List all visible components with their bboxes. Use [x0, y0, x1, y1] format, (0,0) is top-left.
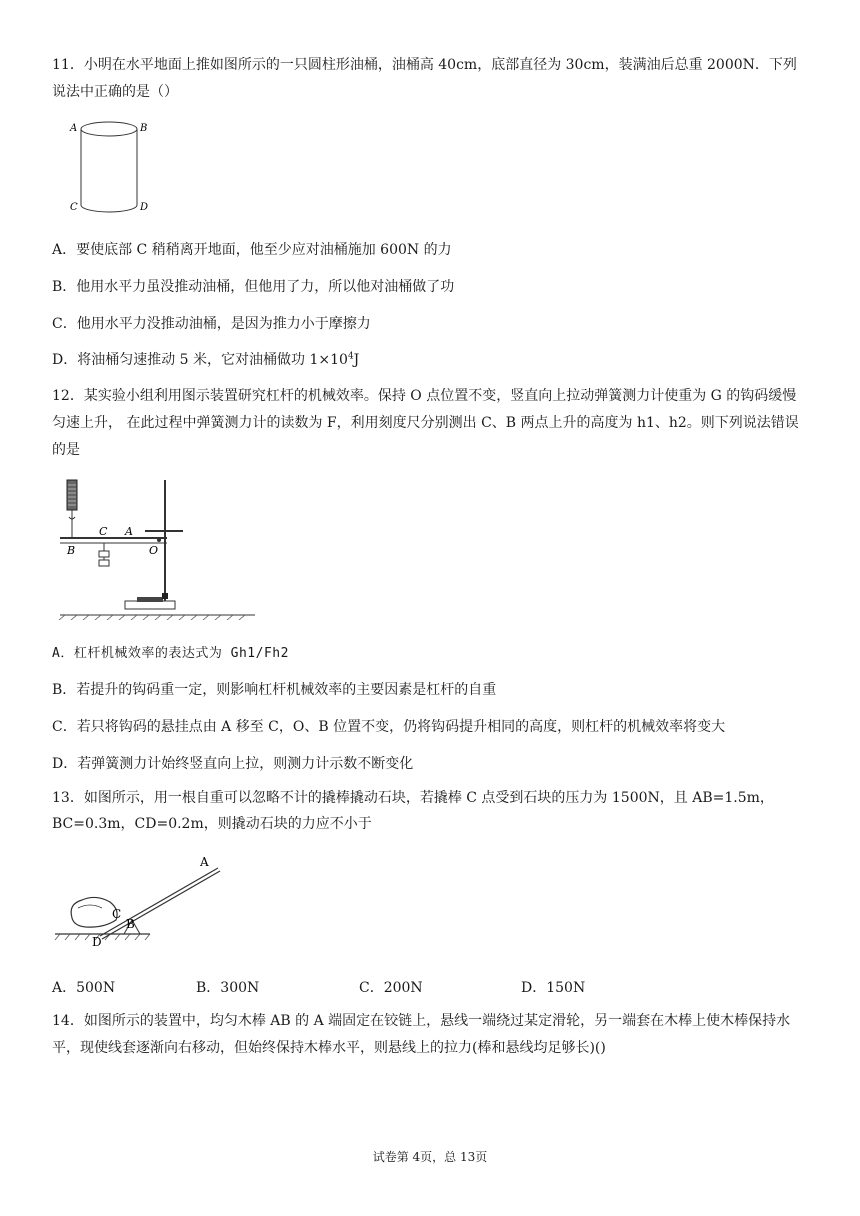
q13-option-a: A．500N — [52, 980, 116, 996]
q13-crowbar-figure — [50, 852, 230, 947]
page-footer: 试卷第 4页，总 13页 — [372, 1150, 488, 1164]
q11-option-d-unit: J — [353, 352, 360, 368]
q14-stem: 14．如图所示的装置中，均匀木棒 AB 的 A 端固定在铰链上，悬线一端绕过某定滑轮，另一端套在木棒上使木棒保持水平，现使线套逐渐向右移动，但始终保持木棒水平，则悬线上的拉力(棒和悬线均足够长)() — [52, 1013, 791, 1056]
q13-label-b: B — [126, 917, 135, 931]
q13-option-c: C．200N — [359, 980, 423, 996]
q11-label-c: C — [70, 202, 78, 213]
q11-label-a: A — [70, 123, 78, 134]
q12-option-b: B．若提升的钩码重一定，则影响杠杆机械效率的主要因素是杠杆的自重 — [52, 682, 497, 698]
q13-option-d: D．150N — [521, 980, 586, 996]
q11-option-c: C．他用水平力没推动油桶，是因为推力小于摩擦力 — [52, 316, 371, 332]
q12-label-o: O — [149, 544, 159, 557]
q13-stem-line-2: BC=0.3m，CD=0.2m，则撬动石块的力应不小于 — [52, 816, 372, 832]
q12-option-c: C．若只将钩码的悬挂点由 A 移至 C，O、B 位置不变，仍将钩码提升相同的高度，则杠杆的机械效率将变大 — [52, 719, 726, 735]
q11-label-b: B — [140, 123, 148, 134]
q11-stem: 11．小明在水平地面上推如图所示的一只圆柱形油桶，油桶高 40cm，底部直径为 30cm，装满油后总重 2000N．下列说法中正确的是（） — [52, 57, 797, 100]
q12-option-a-text: A．杠杆机械效率的表达式为 Gh1/Fh2 — [52, 646, 289, 661]
q11-option-b: B．他用水平力虽没推动油桶，但他用了力，所以他对油桶做了功 — [52, 279, 455, 295]
q11-label-d: D — [140, 202, 149, 213]
q13-stem-line-1: 13．如图所示，用一根自重可以忽略不计的撬棒撬动石块，若撬棒 C 点受到石块的压力为 1500N，且 AB=1.5m， — [52, 790, 774, 806]
q12-label-a: A — [125, 525, 133, 538]
q13-label-c: C — [112, 907, 122, 921]
q12-label-c: C — [99, 525, 108, 538]
q12-option-a — [52, 643, 289, 664]
q12-option-d: D．若弹簧测力计始终竖直向上拉，则测力计示数不断变化 — [52, 756, 414, 772]
q13-label-a: A — [200, 855, 209, 869]
q11-option-a: A．要使底部 C 稍稍离开地面，他至少应对油桶施加 600N 的力 — [52, 242, 452, 258]
q12-stem: 12．某实验小组利用图示装置研究杠杆的机械效率。保持 O 点位置不变，竖直向上拉动弹簧测力计使重为 G 的钩码缓慢匀速上升， 在此过程中弹簧测力计的读数为 F，利用刻度尺分别测出 C、B 两点上升的高度为 h1、h2。则下列说法错误的是 — [52, 388, 799, 458]
q13-label-d: D — [92, 935, 102, 947]
q13-option-b: B．300N — [196, 980, 260, 996]
q12-label-b: B — [67, 544, 76, 557]
q11-option-d-main: D．将油桶匀速推动 5 米，它对油桶做功 1×10 — [52, 352, 348, 368]
q11-option-d — [52, 350, 359, 370]
q12-lever-apparatus-figure — [55, 475, 255, 620]
q11-cylinder-figure — [62, 115, 162, 220]
q11-option-d-exponent: 4 — [347, 351, 354, 362]
